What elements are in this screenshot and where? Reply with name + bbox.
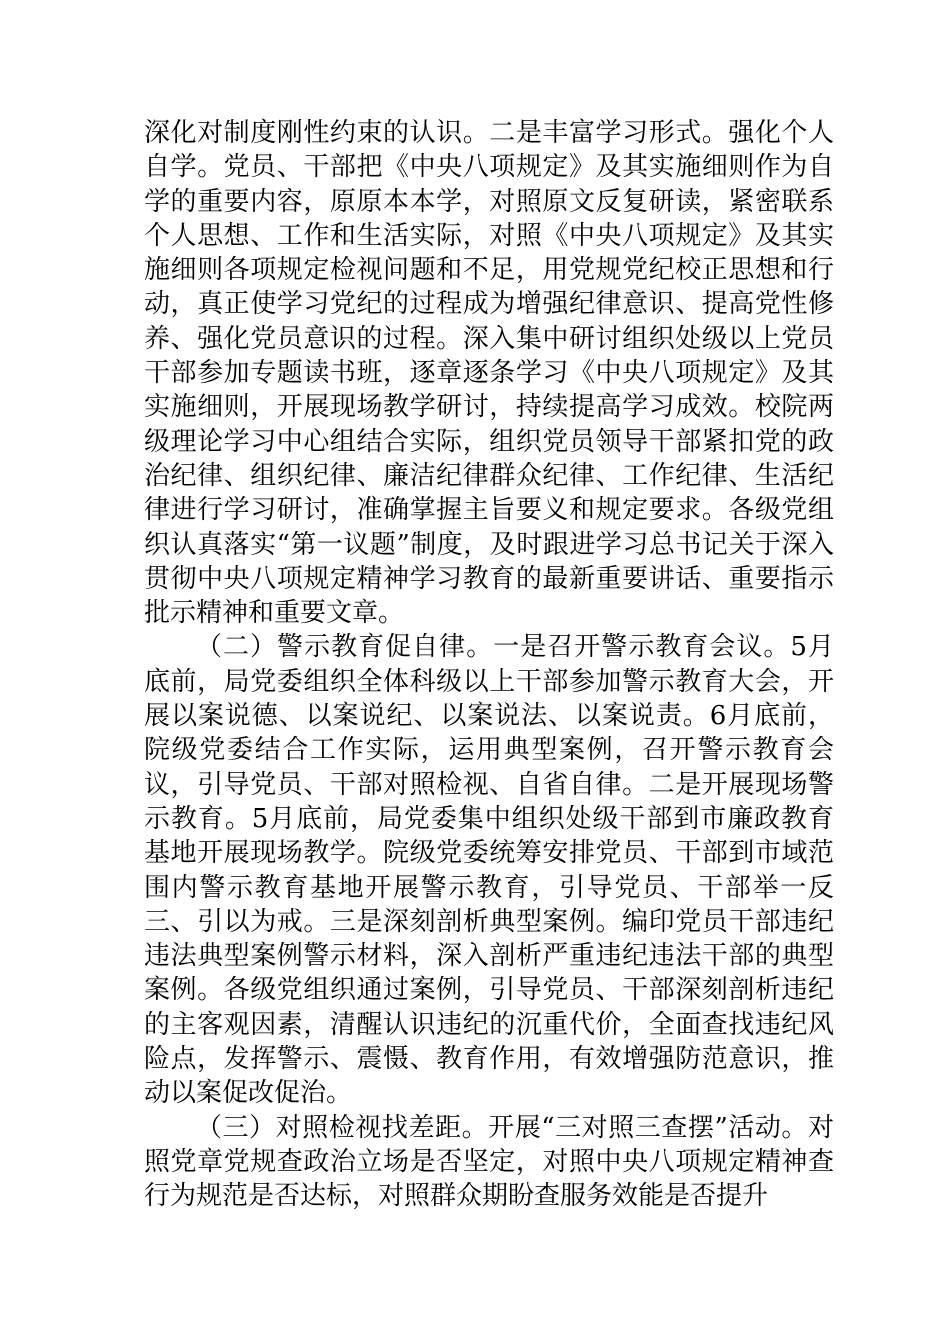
paragraph-self-inspection: （三）对照检视找差距。开展“三对照三查摆”活动。对照党章党规查政治立场是否坚定，对照中央八项规定精神查行为规范是否达标，对照群众期盼查服务效能是否提升 — [144, 1112, 834, 1212]
paragraph-warning-education: （二）警示教育促自律。一是召开警示教育会议。5月底前，局党委组织全体科级以上干部参加警示教育大会，开展以案说德、以案说纪、以案说法、以案说责。6月底前，院级党委结合工作实际，运用典型案例，召开警示教育会议，引导党员、干部对照检视、自省自律。二是开展现场警示教育。5月底前，局党委集中组织处级干部到市廉政教育基地开展现场教学。院级党委统筹安排党员、干部到市域范围内警示教育基地开展警示教育，引导党员、干部举一反三、引以为戒。三是深刻剖析典型案例。编印党员干部违纪违法典型案例警示材料，深入剖析严重违纪违法干部的典型案例。各级党组织通过案例，引导党员、干部深刻剖析违纪的主客观因素，清醒认识违纪的沉重代价，全面查找违纪风险点，发挥警示、震慑、教育作用，有效增强防范意识，推动以案促改促治。 — [144, 632, 834, 1109]
paragraph-study-forms: 深化对制度刚性约束的认识。二是丰富学习形式。强化个人自学。党员、干部把《中央八项规定》及其实施细则作为自学的重要内容，原原本本学，对照原文反复研读，紧密联系个人思想、工作和生活实际，对照《中央八项规定》及其实施细则各项规定检视问题和不足，用党规党纪校正思想和行动，真正使学习党纪的过程成为增强纪律意识、提高党性修养、强化党员意识的过程。深入集中研讨组织处级以上党员干部参加专题读书班，逐章逐条学习《中央八项规定》及其实施细则，开展现场教学研讨，持续提高学习成效。校院两级理论学习中心组结合实际，组织党员领导干部紧扣党的政治纪律、组织纪律、廉洁纪律群众纪律、工作纪律、生活纪律进行学习研讨，准确掌握主旨要义和规定要求。各级党组织认真落实“第一议题”制度，及时跟进学习总书记关于深入贯彻中央八项规定精神学习教育的最新重要讲话、重要指示批示精神和重要文章。 — [144, 118, 834, 629]
document-body — [144, 116, 834, 1214]
